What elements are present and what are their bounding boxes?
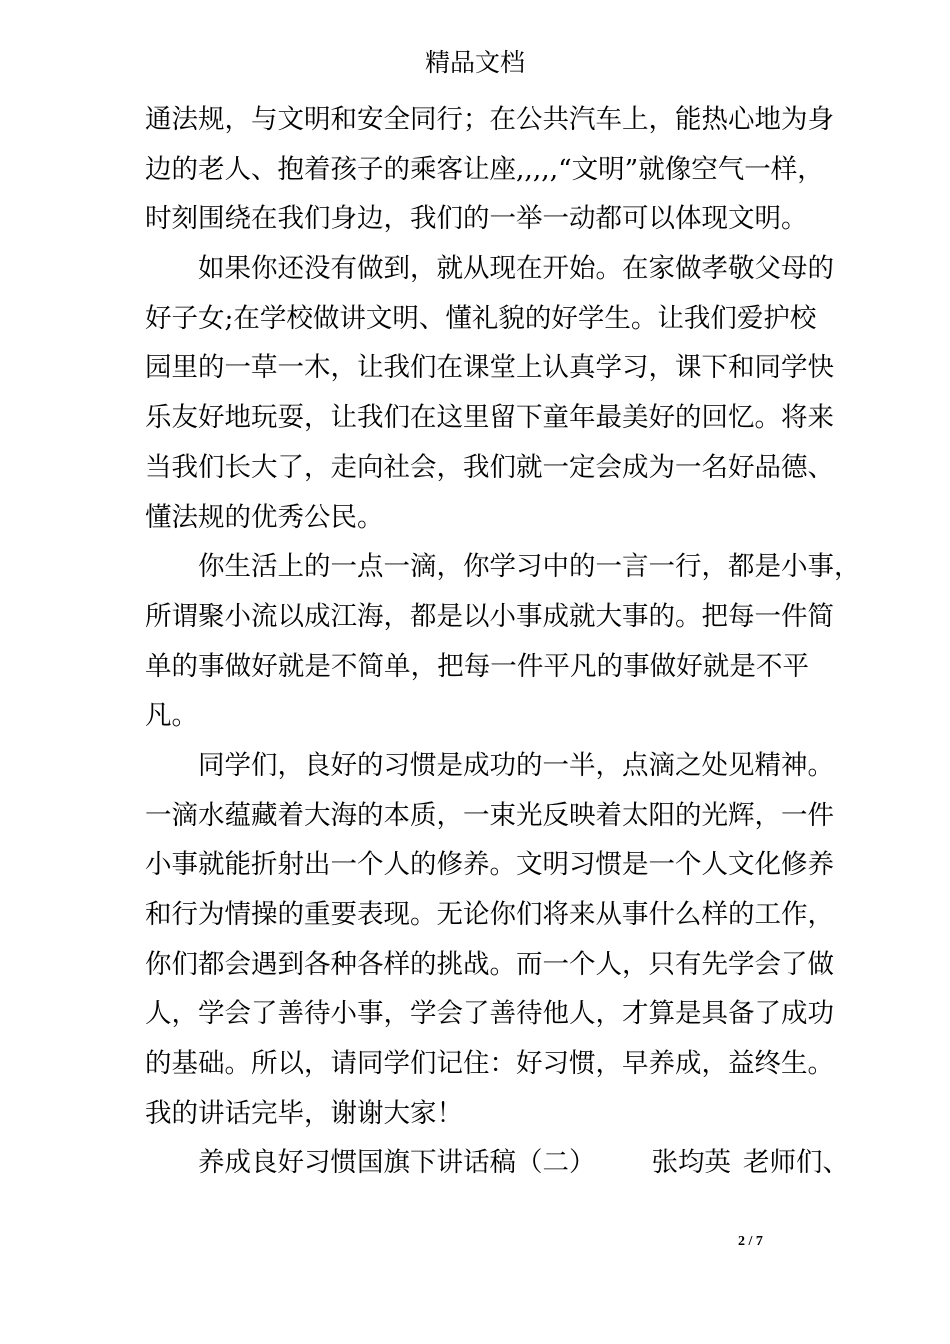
- page-header: 精品文档: [424, 48, 525, 77]
- document-body: [145, 95, 861, 1188]
- text-line: 园里的一草一木，让我们在课堂上认真学习，课下和同学快: [145, 352, 834, 384]
- paragraph-2: [145, 244, 834, 542]
- text-line: 的基础。所以，请同学们记住：好习惯，早养成，益终生。: [145, 1048, 834, 1080]
- text-line: 一滴水蕴藏着大海的本质，一束光反映着太阳的光辉，一件: [145, 799, 834, 831]
- paragraph-3: [145, 542, 861, 741]
- paragraph-4: [145, 741, 834, 1139]
- text-line: 你生活上的一点一滴，你学习中的一言一行，都是小事，: [198, 551, 861, 583]
- text-line: 同学们，良好的习惯是成功的一半，点滴之处见精神。: [198, 749, 834, 781]
- text-line: 人，学会了善待小事，学会了善待他人，才算是具备了成功: [145, 998, 834, 1030]
- text-line: 如果你还没有做到，就从现在开始。在家做孝敬父母的: [198, 253, 834, 285]
- text-line: 好子女;在学校做讲文明、懂礼貌的好学生。让我们爱护校: [145, 302, 817, 334]
- paragraph-1: [145, 95, 834, 244]
- text-line: 小事就能折射出一个人的修养。文明习惯是一个人文化修养: [145, 849, 834, 881]
- greeting-text: 老师们、: [743, 1147, 849, 1179]
- text-line: 你们都会遇到各种各样的挑战。而一个人，只有先学会了做: [145, 948, 834, 980]
- text-line: 乐友好地玩耍，让我们在这里留下童年最美好的回忆。将来: [145, 402, 834, 434]
- text-line: 通法规，与文明和安全同行；在公共汽车上，能热心地为身: [145, 104, 834, 135]
- page-number: 2 / 7: [738, 1234, 763, 1249]
- text-line: 懂法规的优秀公民。: [145, 501, 384, 533]
- text-line: 凡。: [145, 700, 198, 732]
- text-line: 所谓聚小流以成江海，都是以小事成就大事的。把每一件简: [145, 600, 834, 632]
- section-title: 养成良好习惯国旗下讲话稿（二）: [198, 1147, 596, 1179]
- text-line: 我的讲话完毕，谢谢大家！: [145, 1097, 463, 1129]
- text-line: 单的事做好就是不简单，把每一件平凡的事做好就是不平: [145, 650, 809, 682]
- author-name: 张均英: [651, 1147, 731, 1179]
- section-heading-line: [145, 1138, 849, 1188]
- text-line: 边的老人、抱着孩子的乘客让座,,,,,“文明”就像空气一样，: [145, 153, 824, 185]
- text-line: 当我们长大了，走向社会，我们就一定会成为一名好品德、: [145, 451, 834, 483]
- text-line: 和行为情操的重要表现。无论你们将来从事什么样的工作，: [145, 899, 834, 930]
- text-line: 时刻围绕在我们身边，我们的一举一动都可以体现文明。: [145, 203, 808, 235]
